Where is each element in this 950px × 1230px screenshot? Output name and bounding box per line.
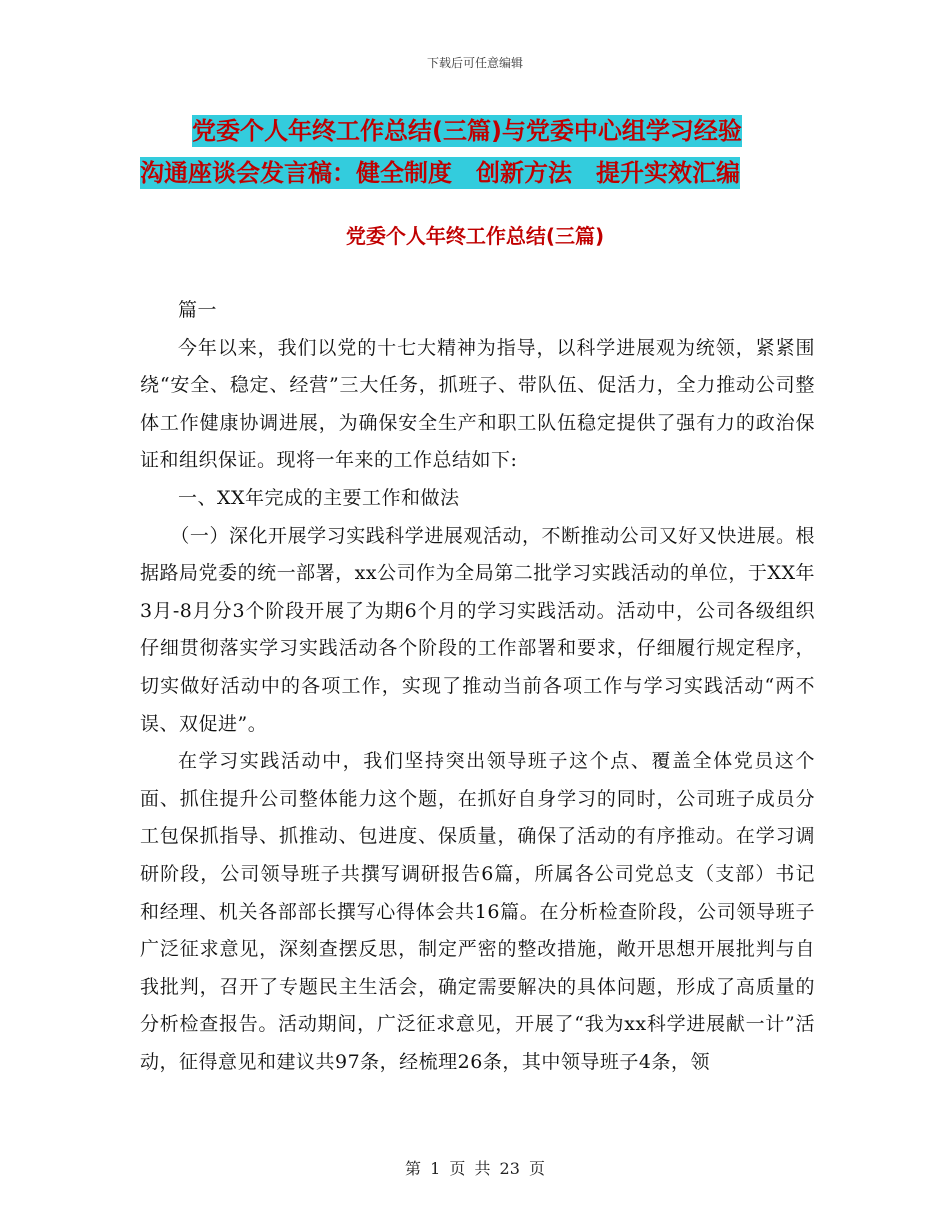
paragraph-activity: 在学习实践活动中，我们坚持突出领导班子这个点、覆盖全体党员这个面、抓住提升公司整体能力这个题，在抓好自身学习的同时，公司班子成员分工包保抓指导、抓推动、包进度、保质量，确保了活动的有序推动。在学习调研阶段，公司领导班子共撰写调研报告6篇，所属各公司党总支（支部）书记和经理、机关各部部长撰写心得体会共16篇。在分析检查阶段，公司领导班子广泛征求意见，深刻查摆反思，制定严密的整改措施，敞开思想开展批判与自我批判，召开了专题民主生活会，确定需要解决的具体问题，形成了高质量的分析检查报告。活动期间，广泛征求意见，开展了“我为xx科学进展献一计”活动，征得意见和建议共97条，经梳理26条，其中领导班子4条，领 bbox=[140, 750, 815, 1073]
paragraph-part-label: 篇一 bbox=[178, 299, 218, 321]
document-body bbox=[140, 292, 815, 1081]
title-line-2-text: 沟通座谈会发言稿：健全制度 创新方法 提升实效汇编 bbox=[140, 159, 740, 187]
header-note: 下载后可任意编辑 bbox=[426, 56, 523, 70]
paragraph-intro: 今年以来，我们以党的十七大精神为指导，以科学进展观为统领，紧紧围绕“安全、稳定、经营”三大任务，抓班子、带队伍、促活力，全力推动公司整体工作健康协调进展，为确保安全生产和职工队伍稳定提供了强有力的政治保证和组织保证。现将一年来的工作总结如下: bbox=[140, 336, 815, 472]
title-line-2 bbox=[140, 152, 810, 194]
title-line-1-text: 党委个人年终工作总结(三篇)与党委中心组学习经验 bbox=[192, 117, 742, 145]
document-title bbox=[140, 110, 810, 194]
paragraph-item-1: （一）深化开展学习实践科学进展观活动，不断推动公司又好又快进展。根据路局党委的统一部署，xx公司作为全局第二批学习实践活动的单位，于XX年3月-8月分3个阶段开展了为期6个月的学习实践活动。活动中，公司各级组织仔细贯彻落实学习实践活动各个阶段的工作部署和要求，仔细履行规定程序，切实做好活动中的各项工作，实现了推动当前各项工作与学习实践活动“两不误、双促进”。 bbox=[140, 524, 815, 735]
paragraph-heading-1: 一、XX年完成的主要工作和做法 bbox=[178, 486, 460, 509]
title-line-1 bbox=[140, 110, 810, 152]
section-title: 党委个人年终工作总结(三篇) bbox=[345, 224, 605, 248]
page-number: 第 1 页 共 23 页 bbox=[405, 1159, 545, 1178]
